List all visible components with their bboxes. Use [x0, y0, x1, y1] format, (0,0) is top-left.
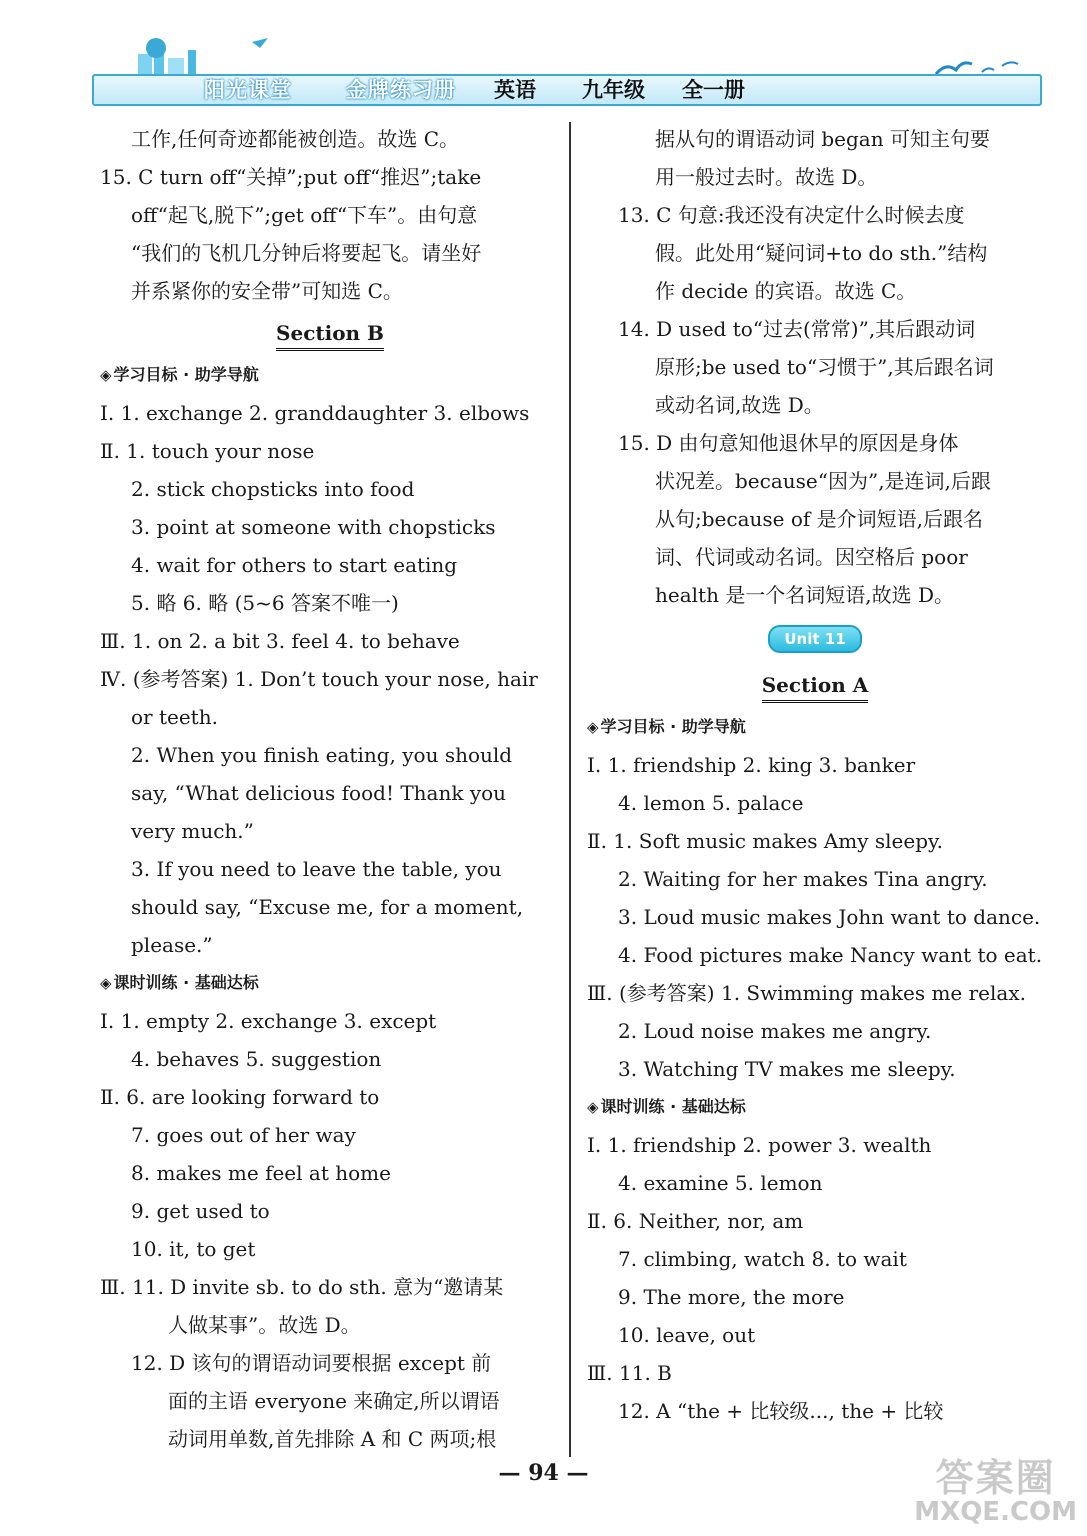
answer-line: 假。此处用“疑问词+to do sth.”结构: [655, 241, 988, 265]
answer-line: Ⅱ. 6. are looking forward to: [100, 1085, 380, 1109]
answer-line: please.”: [131, 933, 213, 957]
answer-line: 2. When you finish eating, you should: [131, 743, 513, 767]
answer-line: 面的主语 everyone 来确定,所以谓语: [168, 1389, 500, 1413]
study-goals-heading: ◈ 学习目标 · 助学导航: [587, 708, 1043, 746]
answer-line: 9. The more, the more: [618, 1285, 845, 1309]
answer-line: 4. behaves 5. suggestion: [131, 1047, 382, 1071]
diamond-icon: ◈: [587, 718, 599, 736]
answer-line: Ⅲ. (参考答案) 1. Swimming makes me relax.: [587, 981, 1026, 1005]
answer-line: 用一般过去时。故选 D。: [655, 165, 878, 189]
answer-line: Ⅱ. 1. Soft music makes Amy sleepy.: [587, 829, 944, 853]
answer-line: 14. D used to“过去(常常)”,其后跟动词: [618, 317, 976, 341]
answer-line: 从句;because of 是介词短语,后跟名: [655, 507, 983, 531]
answer-line: 3. Loud music makes John want to dance.: [618, 905, 1041, 929]
answer-line: 12. A “the + 比较级..., the + 比较: [618, 1399, 944, 1423]
section-b-heading: Section B: [100, 314, 560, 352]
series-title: 金牌练习册: [346, 77, 456, 102]
answer-line: 12. D 该句的谓语动词要根据 except 前: [131, 1351, 492, 1375]
answer-line: 7. climbing, watch 8. to wait: [618, 1247, 907, 1271]
answer-line: 10. it, to get: [131, 1237, 256, 1261]
left-answers-practice: [100, 1002, 560, 1458]
answer-line: Ⅰ. 1. friendship 2. king 3. banker: [587, 753, 916, 777]
answer-line: Ⅲ. 11. B: [587, 1361, 672, 1385]
answer-line: 3. Watching TV makes me sleepy.: [618, 1057, 956, 1081]
diamond-icon: ◈: [100, 974, 112, 992]
answer-line: 工作,任何奇迹都能被创造。故选 C。: [131, 127, 460, 151]
answer-line: 状况差。because“因为”,是连词,后跟: [655, 469, 991, 493]
diamond-icon: ◈: [100, 366, 112, 384]
answer-line: 9. get used to: [131, 1199, 270, 1223]
answer-line: 13. C 句意:我还没有决定什么时候去度: [618, 203, 965, 227]
answer-line: 人做某事”。故选 D。: [168, 1313, 361, 1337]
section-a-heading: Section A: [587, 666, 1043, 704]
answer-line: 原形;be used to“习惯于”,其后跟名词: [655, 355, 994, 379]
right-answers-practice: [587, 1126, 1043, 1430]
left-column: [100, 120, 560, 1458]
answer-line: 4. lemon 5. palace: [618, 791, 804, 815]
diamond-icon: ◈: [587, 1098, 599, 1116]
answer-line: 据从句的谓语动词 began 可知主句要: [655, 127, 990, 151]
answer-line: 2. Loud noise makes me angry.: [618, 1019, 932, 1043]
answer-line: 5. 略 6. 略 (5~6 答案不唯一): [131, 591, 399, 615]
left-answers-top: [100, 120, 560, 310]
answer-line: 2. Waiting for her makes Tina angry.: [618, 867, 988, 891]
answer-line: 词、代词或动名词。因空格后 poor: [655, 545, 968, 569]
answer-line: Ⅰ. 1. exchange 2. granddaughter 3. elbows: [100, 401, 530, 425]
answer-line: 4. Food pictures make Nancy want to eat.: [618, 943, 1043, 967]
answer-line: Ⅰ. 1. friendship 2. power 3. wealth: [587, 1133, 932, 1157]
answer-line: 7. goes out of her way: [131, 1123, 356, 1147]
answer-line: health 是一个名词短语,故选 D。: [655, 583, 955, 607]
answer-line: 3. point at someone with chopsticks: [131, 515, 496, 539]
right-column: [587, 120, 1043, 1430]
answer-line: Ⅲ. 11. D invite sb. to do sth. 意为“邀请某: [100, 1275, 504, 1299]
answer-line: Ⅱ. 1. touch your nose: [100, 439, 315, 463]
volume-label: 全一册: [682, 78, 745, 102]
answer-line: 4. wait for others to start eating: [131, 553, 458, 577]
page-header: [92, 38, 1040, 108]
answer-line: 8. makes me feel at home: [131, 1161, 391, 1185]
unit-badge: Unit 11: [587, 614, 1043, 662]
answer-line: Ⅳ. (参考答案) 1. Don’t touch your nose, hair: [100, 667, 538, 691]
answer-line: say, “What delicious food! Thank you: [131, 781, 507, 805]
answer-line: Ⅱ. 6. Neither, nor, am: [587, 1209, 804, 1233]
answer-line: 2. stick chopsticks into food: [131, 477, 415, 501]
right-answers-top: [587, 120, 1043, 614]
grade-label: 九年级: [582, 78, 645, 102]
watermark-logo: 答案圈 MXQE.COM: [914, 1456, 1077, 1527]
study-goals-heading: ◈ 学习目标 · 助学导航: [100, 356, 560, 394]
answer-line: very much.”: [131, 819, 254, 843]
practice-heading: ◈ 课时训练 · 基础达标: [587, 1088, 1043, 1126]
answer-line: 并系紧你的安全带”可知选 C。: [131, 279, 403, 303]
answer-line: 作 decide 的宾语。故选 C。: [655, 279, 917, 303]
answer-line: 15. C turn off“关掉”;put off“推迟”;take: [100, 165, 482, 189]
answer-line: 或动名词,故选 D。: [655, 393, 824, 417]
answer-line: off“起飞,脱下”;get off“下车”。由句意: [131, 203, 478, 227]
column-divider: [569, 122, 571, 1457]
answer-line: 动词用单数,首先排除 A 和 C 两项;根: [168, 1427, 497, 1451]
answer-line: 15. D 由句意知他退休早的原因是身体: [618, 431, 959, 455]
answer-line: 3. If you need to leave the table, you: [131, 857, 502, 881]
answer-line: should say, “Excuse me, for a moment,: [131, 895, 524, 919]
answer-line: or teeth.: [131, 705, 218, 729]
left-answers-goals: [100, 394, 560, 964]
header-banner: [92, 74, 1042, 106]
answer-line: “我们的飞机几分钟后将要起飞。请坐好: [131, 241, 482, 265]
brand-title: 阳光课堂: [204, 77, 292, 102]
practice-heading: ◈ 课时训练 · 基础达标: [100, 964, 560, 1002]
answer-line: Ⅲ. 1. on 2. a bit 3. feel 4. to behave: [100, 629, 460, 653]
page-number: — 94 —: [498, 1460, 589, 1486]
subject-label: 英语: [494, 78, 536, 102]
answer-line: 4. examine 5. lemon: [618, 1171, 823, 1195]
answer-line: 10. leave, out: [618, 1323, 756, 1347]
answer-line: Ⅰ. 1. empty 2. exchange 3. except: [100, 1009, 437, 1033]
right-answers-goals: [587, 746, 1043, 1088]
